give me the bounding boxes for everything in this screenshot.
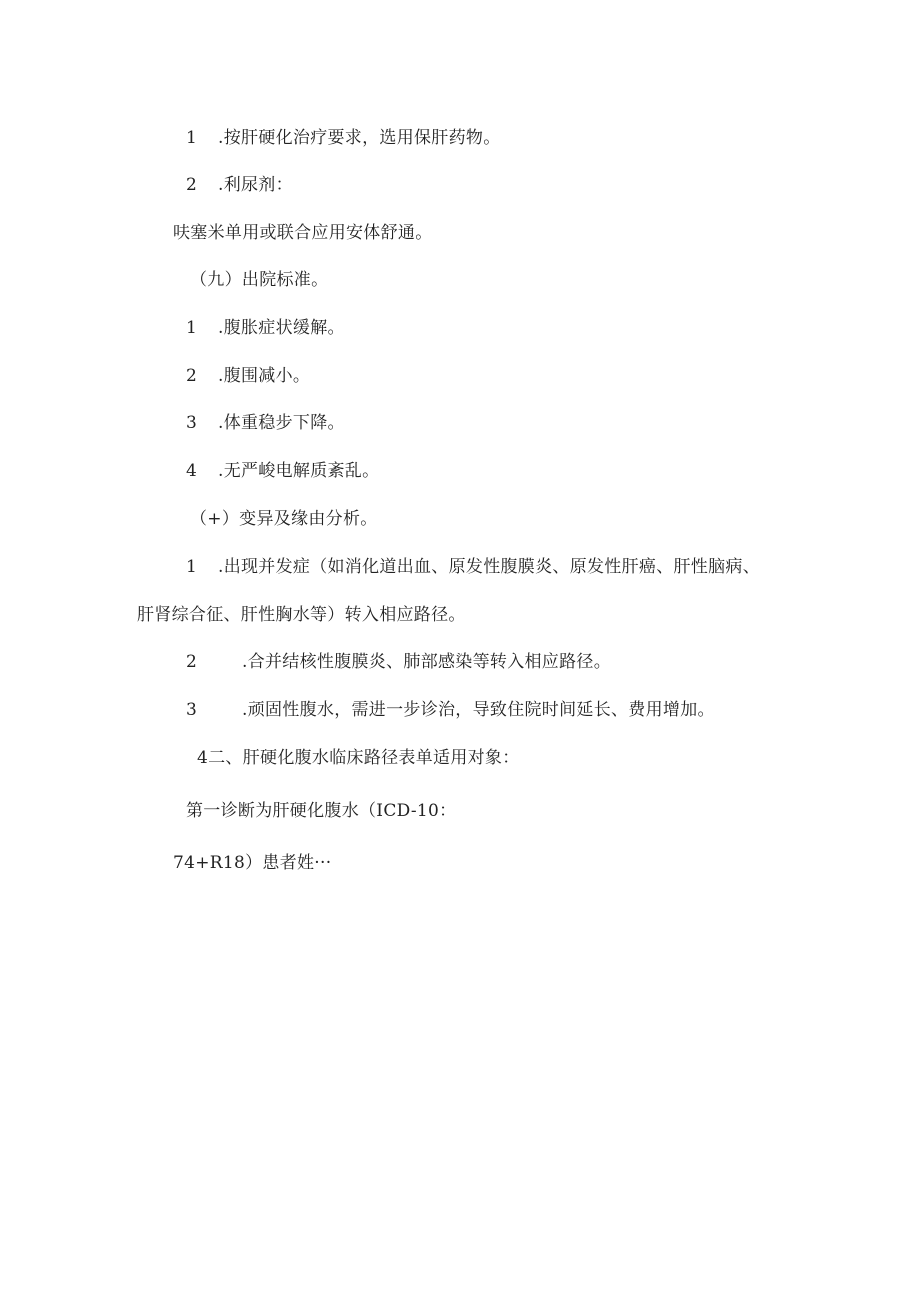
paragraph-line — [173, 851, 331, 875]
line-text: 4二、肝硬化腹水临床路径表单适用对象： — [197, 748, 520, 768]
paragraph-line — [186, 555, 760, 579]
list-number: 3 — [186, 413, 198, 433]
line-text: 呋塞米单用或联合应用安体舒通。 — [173, 223, 433, 243]
paragraph-line — [186, 799, 456, 823]
paragraph-line — [186, 650, 611, 674]
list-number: 1 — [186, 128, 198, 148]
line-text: .出现并发症（如消化道出血、原发性腹膜炎、原发性肝癌、肝性脑病、 — [218, 557, 761, 577]
line-text: 肝肾综合征、肝性胸水等）转入相应路径。 — [137, 605, 466, 625]
list-number: 4 — [186, 461, 198, 481]
paragraph-line — [186, 698, 715, 722]
paragraph-line — [186, 316, 345, 340]
paragraph-line — [186, 459, 379, 483]
line-text: 74+R18）患者姓··· — [173, 853, 332, 873]
list-number: 2 — [186, 366, 198, 386]
list-number: 1 — [186, 557, 198, 577]
section-heading — [197, 746, 520, 770]
section-heading — [190, 507, 378, 531]
section-heading — [190, 268, 328, 292]
line-text: （九）出院标准。 — [190, 270, 329, 290]
line-text: （+）变异及缘由分析。 — [190, 509, 378, 529]
paragraph-line — [173, 221, 433, 245]
line-text: .利尿剂： — [218, 175, 293, 195]
line-text: .按肝硬化治疗要求，选用保肝药物。 — [218, 128, 501, 148]
line-text: .无严峻电解质紊乱。 — [218, 461, 380, 481]
list-number: 3 — [186, 700, 198, 720]
paragraph-line — [186, 411, 345, 435]
paragraph-line — [186, 173, 293, 197]
list-number: 1 — [186, 318, 198, 338]
line-text: .合并结核性腹膜炎、肺部感染等转入相应路径。 — [242, 652, 612, 672]
paragraph-line — [137, 603, 466, 627]
list-number: 2 — [186, 175, 198, 195]
paragraph-line — [186, 364, 310, 388]
line-text: .顽固性腹水，需进一步诊治，导致住院时间延长、费用增加。 — [242, 700, 715, 720]
line-text: .体重稳步下降。 — [218, 413, 345, 433]
paragraph-line — [186, 126, 501, 150]
list-number: 2 — [186, 652, 198, 672]
line-text: .腹胀症状缓解。 — [218, 318, 345, 338]
line-text: .腹围减小。 — [218, 366, 311, 386]
line-text: 第一诊断为肝硬化腹水（ICD-10： — [186, 801, 457, 821]
